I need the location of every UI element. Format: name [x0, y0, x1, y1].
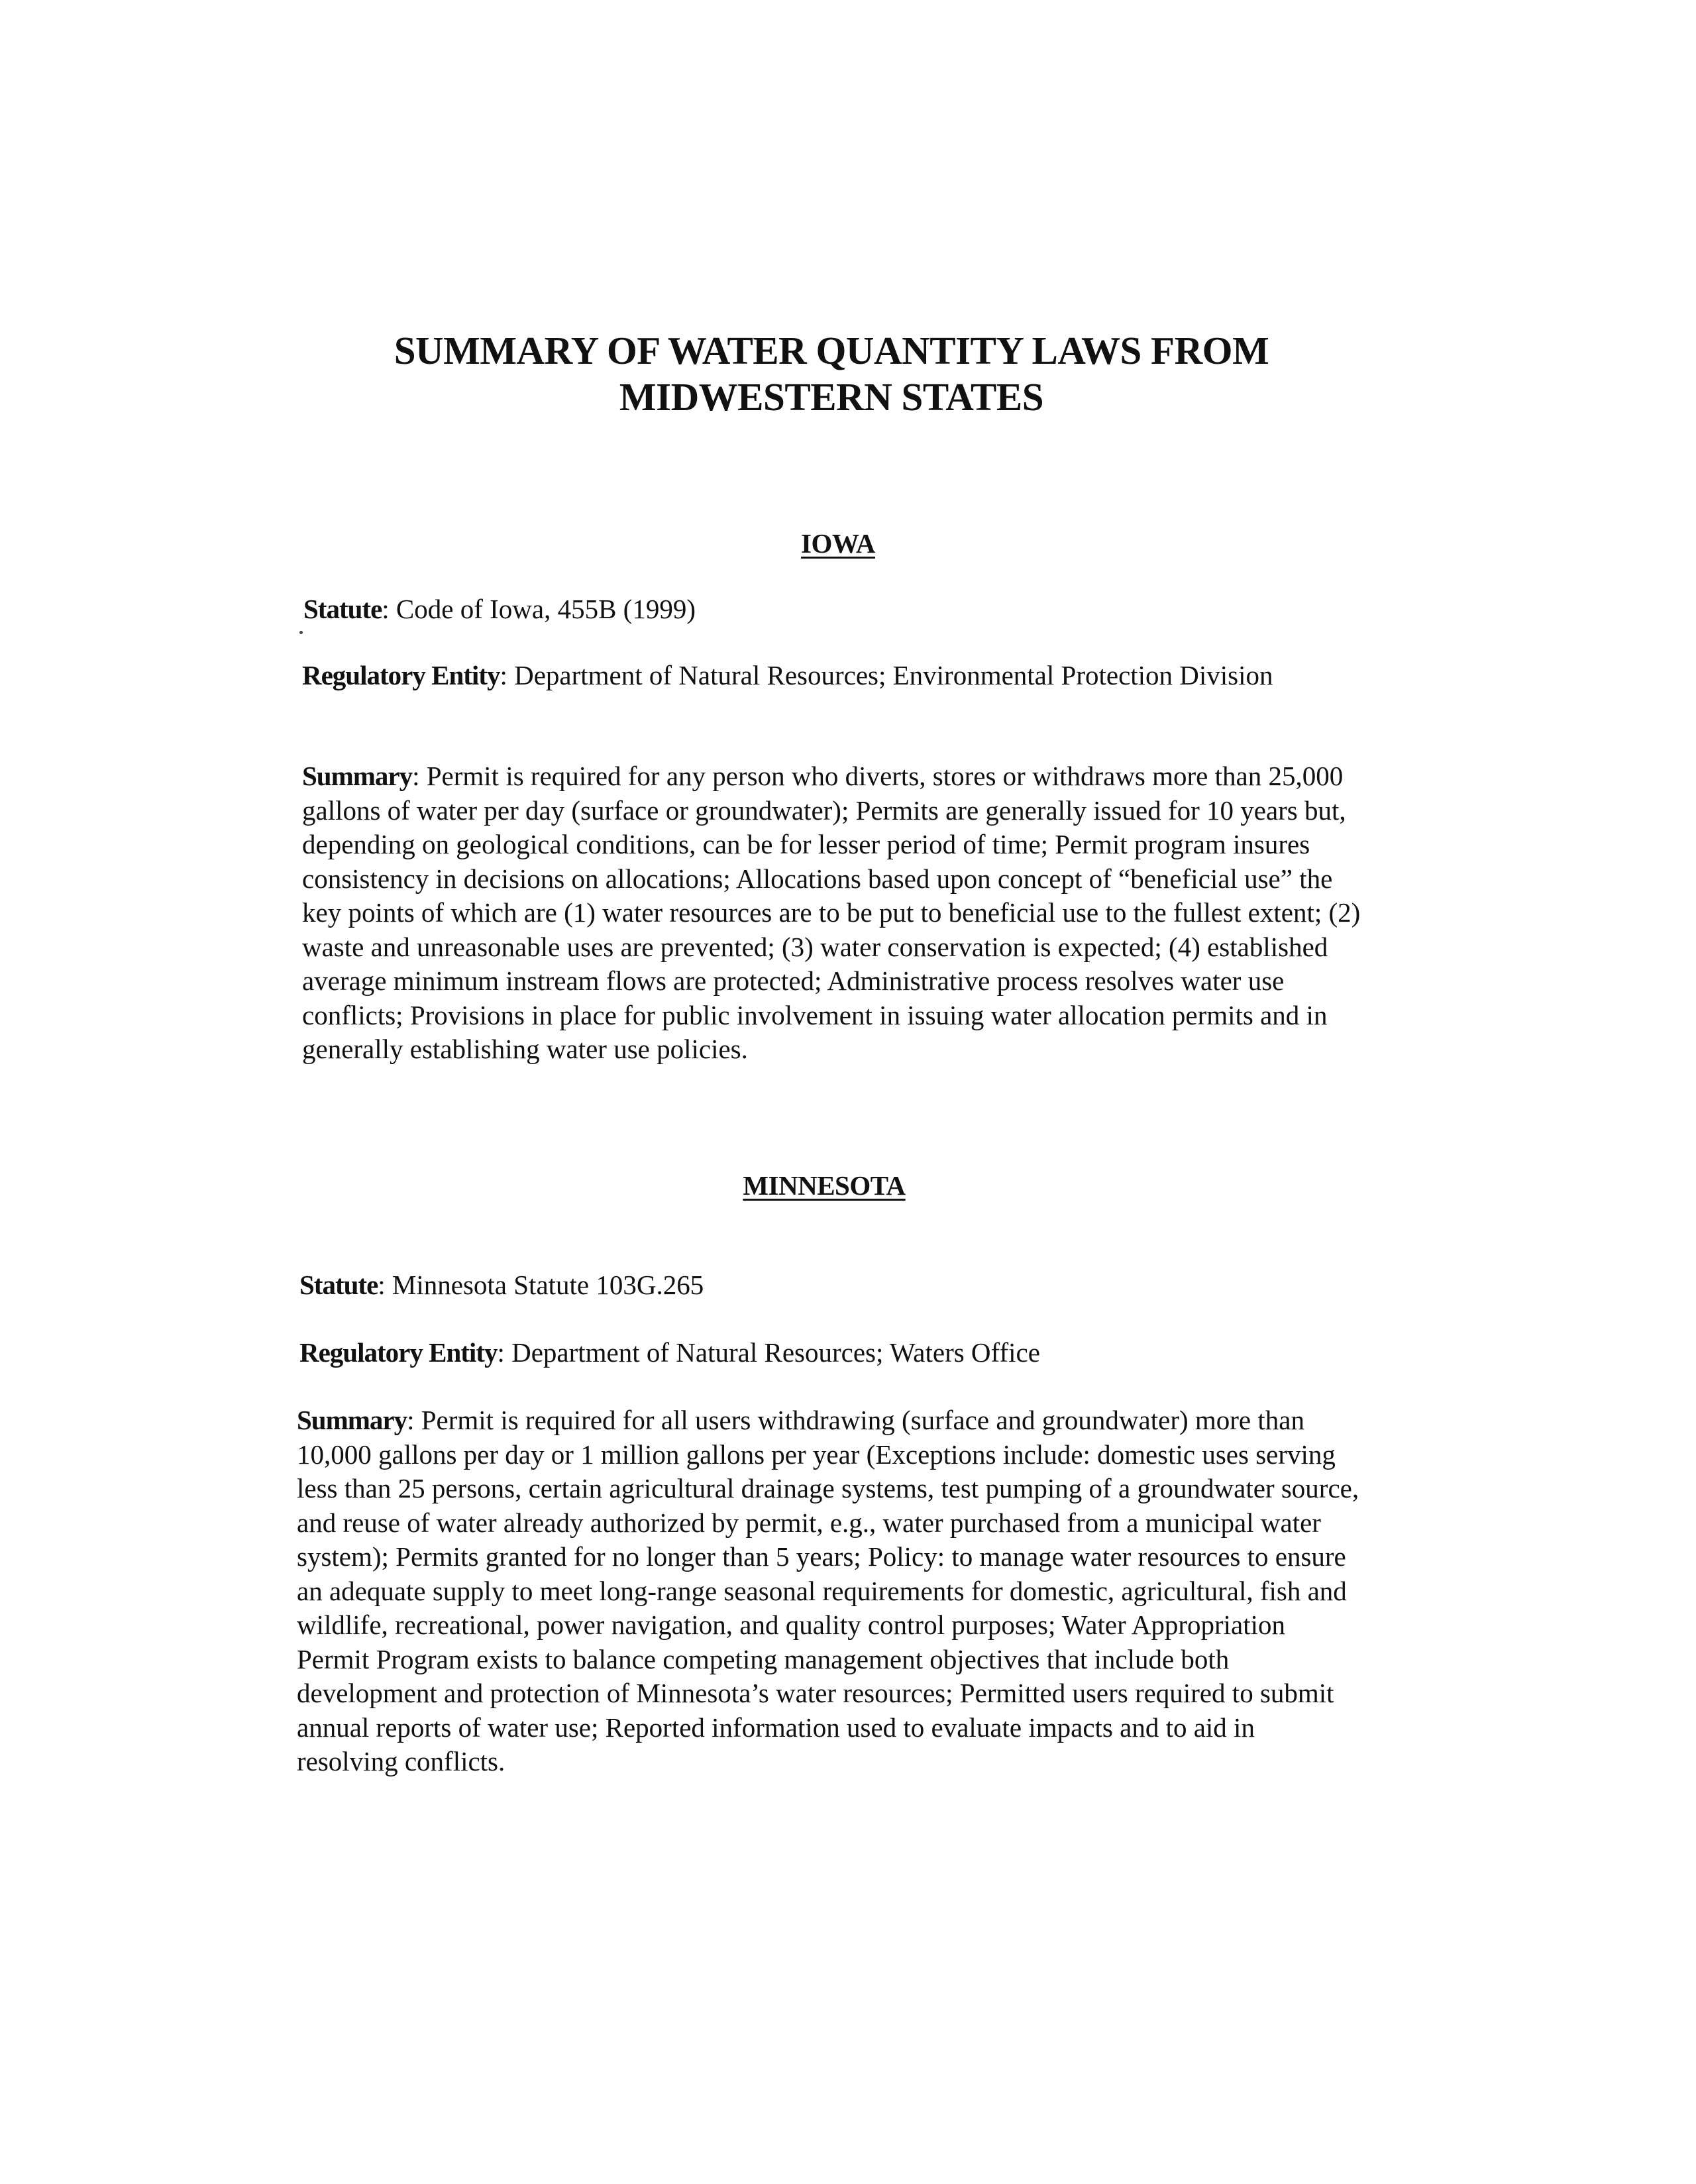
- iowa-entity-value: : Department of Natural Resources; Environmental Protection Division: [500, 660, 1273, 690]
- minnesota-summary-value: : Permit is required for all users withdrawing (surface and groundwater) more than 10,000 gallons per day or 1 million gallons per year (Exceptions include: domestic uses serving less than 25 persons, certain agricultural drainage systems, test pumping of a groundwater source, and reuse of water already authorized by permit, e.g., water purchased from a municipal water system); Permits granted for no longer than 5 years; Policy: to manage water resources to ensure an adequate supply to meet long-range seasonal requirements for domestic, agricultural, fish and wildlife, recreational, power navigation, and quality control purposes; Water Appropriation Permit Program exists to balance competing management objectives that include both development and protection of Minnesota’s water resources; Permitted users required to submit annual reports of water use; Reported information used to evaluate impacts and to aid in resolving conflicts.: [297, 1405, 1359, 1776]
- minnesota-statute-value: : Minnesota Statute 103G.265: [378, 1270, 704, 1300]
- iowa-heading: IOWA: [801, 528, 875, 559]
- minnesota-statute-label: Statute: [299, 1270, 378, 1300]
- document-title: [0, 327, 1663, 420]
- iowa-summary-value: : Permit is required for any person who diverts, stores or withdraws more than 25,000 gallons of water per day (surface or groundwater); Permits are generally issued for 10 years but, depending on geological conditions, can be for lesser period of time; Permit program insures consistency in decisions on allocations; Allocations based upon concept of “beneficial use” the key points of which are (1) water resources are to be put to beneficial use to the fullest extent; (2) waste and unreasonable uses are prevented; (3) water conservation is expected; (4) established average minimum instream flows are protected; Administrative process resolves water use conflicts; Provisions in place for public involvement in issuing water allocation permits and in generally establishing water use policies.: [302, 761, 1361, 1064]
- iowa-entity-label: Regulatory Entity: [302, 660, 500, 690]
- iowa-regulatory-entity: [302, 659, 1375, 693]
- iowa-statute-value: : Code of Iowa, 455B (1999): [382, 594, 696, 624]
- minnesota-summary: [297, 1403, 1362, 1779]
- scan-speck: [299, 631, 303, 634]
- title-line-1: SUMMARY OF WATER QUANTITY LAWS FROM: [394, 329, 1269, 372]
- minnesota-heading: MINNESOTA: [743, 1170, 906, 1201]
- minnesota-regulatory-entity: [299, 1336, 1373, 1370]
- minnesota-entity-label: Regulatory Entity: [299, 1337, 498, 1368]
- iowa-statute: [303, 592, 1377, 627]
- iowa-statute-label: Statute: [303, 594, 382, 624]
- title-line-2: MIDWESTERN STATES: [619, 375, 1044, 419]
- minnesota-statute: [299, 1268, 1373, 1303]
- minnesota-entity-value: : Department of Natural Resources; Waters Office: [497, 1337, 1040, 1368]
- minnesota-summary-label: Summary: [297, 1405, 407, 1435]
- iowa-summary: [302, 759, 1369, 1067]
- iowa-summary-label: Summary: [302, 761, 413, 791]
